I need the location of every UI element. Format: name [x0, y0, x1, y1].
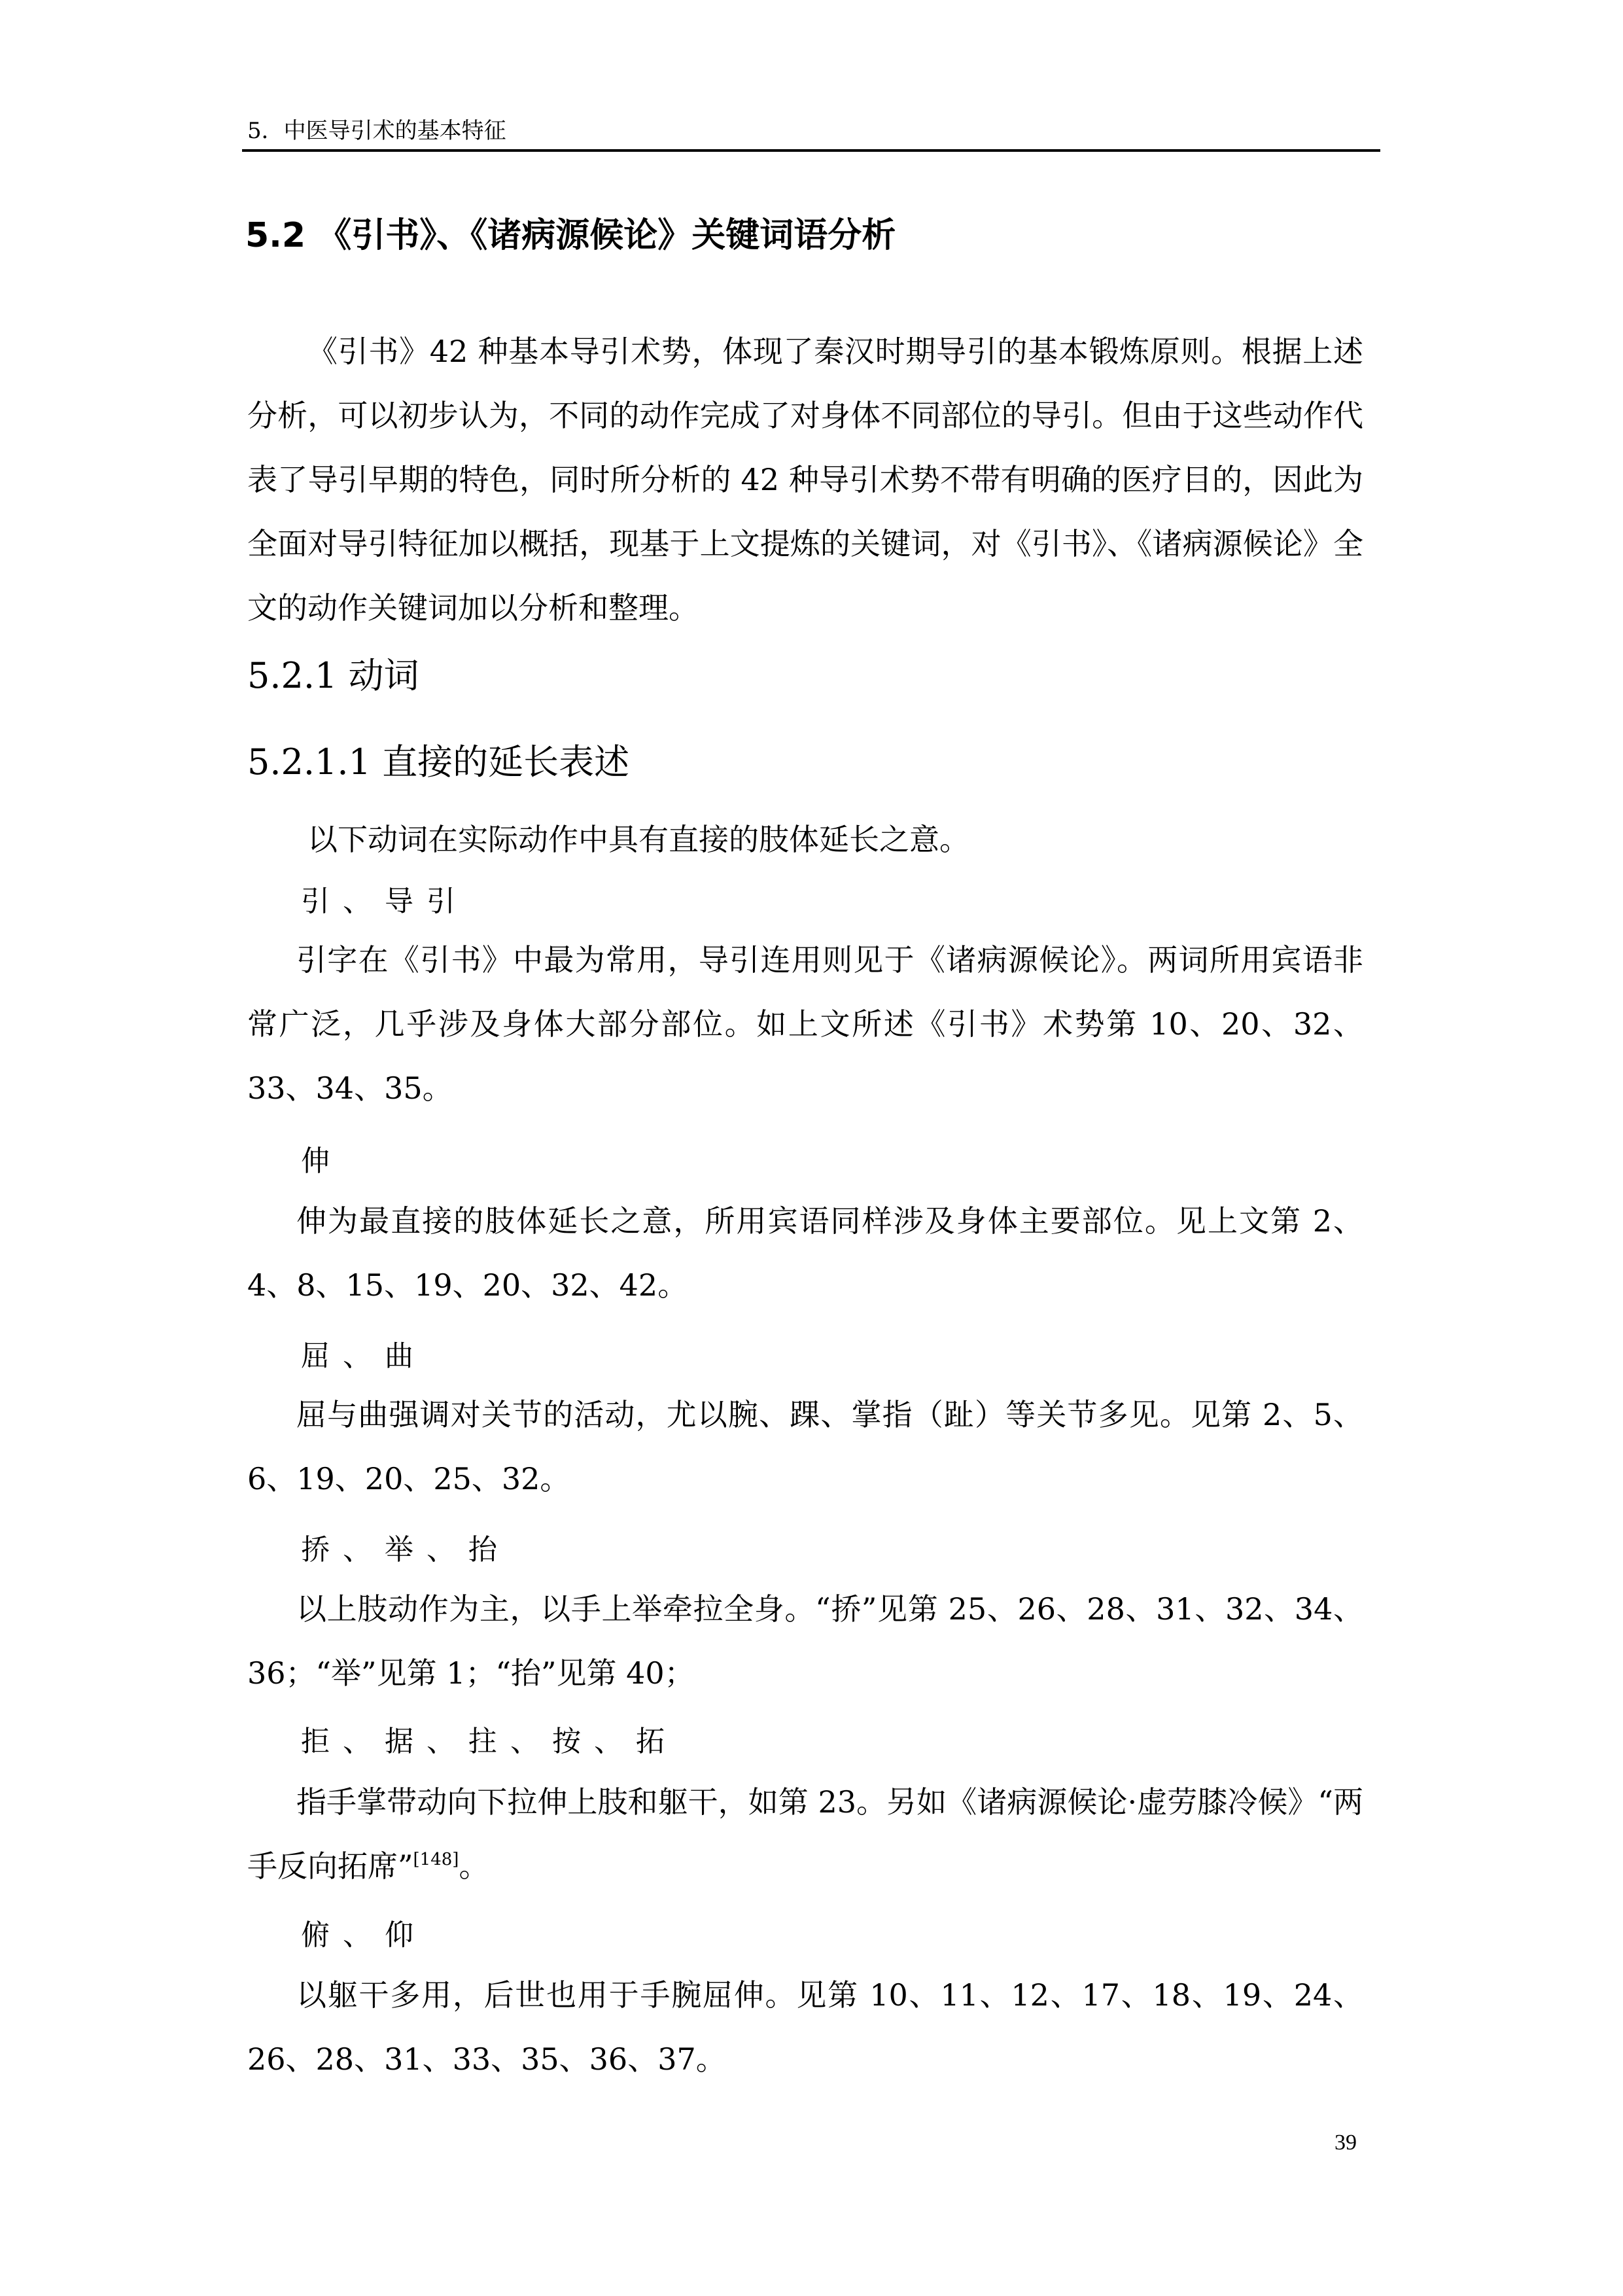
entry-text-end: 。	[459, 1848, 489, 1884]
entry-text-fu-yang: 以躯干多用，后世也用于手腕屈伸。见第 10、11、12、17、18、19、24、26、28、31、33、35、36、37。	[247, 1977, 1363, 2077]
term-ju-an-tuo: 拒、据、拄、按、拓	[301, 1725, 678, 1758]
header-rule	[242, 149, 1380, 152]
subsection-heading-direct-extension: 5.2.1.1 直接的延长表述	[247, 741, 630, 783]
entry-text-qu: 屈与曲强调对关节的活动，尤以腕、踝、掌指（趾）等关节多见。见第 2、5、6、19、20、25、32。	[247, 1397, 1363, 1496]
entry-text-ju-an-tuo	[247, 1770, 1363, 1898]
term-shen: 伸	[301, 1144, 343, 1178]
entry-text-yin-daoyin: 引字在《引书》中最为常用，导引连用则见于《诸病源候论》。两词所用宾语非常广泛，几乎涉及身体大部分部位。如上文所述《引书》术势第 10、20、32、33、34、35。	[247, 942, 1363, 1106]
entry-text-jiao-ju-tai: 以上肢动作为主，以手上举牵拉全身。“挢”见第 25、26、28、31、32、34、36；“举”见第 1；“抬”见第 40；	[247, 1591, 1363, 1691]
lead-sentence: 以下动词在实际动作中具有直接的肢体延长之意。	[307, 822, 969, 857]
intro-paragraph: 《引书》42 种基本导引术势，体现了秦汉时期导引的基本锻炼原则。根据上述分析，可以初步认为，不同的动作完成了对身体不同部位的导引。但由于这些动作代表了导引早期的特色，同时所分析的 42 种导引术势不带有明确的医疗目的，因此为全面对导引特征加以概括，现基于上文提炼的关键词，对《引书》、《诸病源候论》全文的动作关键词加以分析和整理。	[247, 334, 1363, 626]
entry-text-main: 指手掌带动向下拉伸上肢和躯干，如第 23。另如《诸病源候论·虚劳膝冷候》“两手反向拓席”	[247, 1784, 1363, 1884]
term-qu: 屈、曲	[301, 1339, 427, 1373]
entry-text-shen: 伸为最直接的肢体延长之意，所用宾语同样涉及身体主要部位。见上文第 2、4、8、15、19、20、32、42。	[247, 1203, 1363, 1303]
section-title: 5.2 《引书》、《诸病源候论》关键词语分析	[245, 216, 896, 255]
subsection-heading-verbs: 5.2.1 动词	[247, 655, 419, 696]
term-yin-daoyin: 引、导引	[301, 885, 468, 918]
citation-ref: [148]	[413, 1850, 459, 1869]
running-header: 5．中医导引术的基本特征	[247, 118, 506, 144]
term-fu-yang: 俯、仰	[301, 1918, 427, 1952]
term-jiao-ju-tai: 挢、举、抬	[301, 1533, 510, 1566]
page-number: 39	[1335, 2130, 1357, 2155]
